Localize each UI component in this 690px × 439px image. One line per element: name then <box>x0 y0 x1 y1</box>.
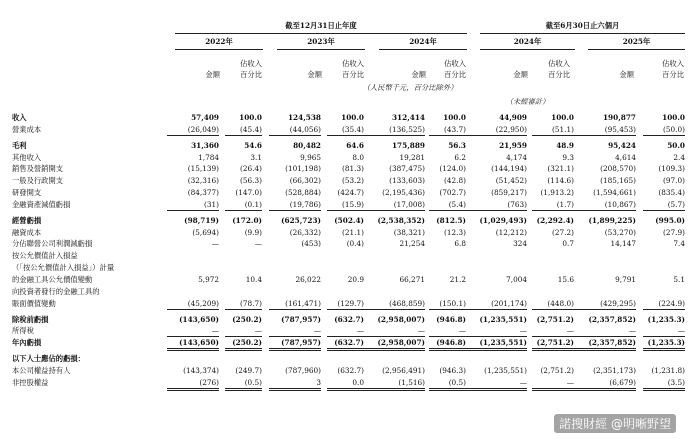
amount-label: 金額 <box>307 70 322 79</box>
cell-pct-2025-h1: — <box>677 326 685 336</box>
cell-pct-2025-h1: 5.1 <box>673 274 685 284</box>
row-label: 所得稅 <box>12 326 34 336</box>
cell-amount-2025-h1: (6,679) <box>609 377 636 387</box>
cell-pct-2023: 20.9 <box>347 274 364 284</box>
cell-amount-2024-h1: 21,959 <box>499 140 527 150</box>
cell-amount-2024: (136,525) <box>389 124 425 134</box>
cell-amount-2022: 57,409 <box>191 113 219 122</box>
cell-pct-2023: 8.0 <box>352 152 364 162</box>
cell-pct-2024-h1: 48.9 <box>556 140 574 150</box>
cell-amount-2023: — <box>313 326 321 336</box>
cell-pct-2023: 0.0 <box>352 377 364 387</box>
pct-label-bottom: 百分比 <box>342 70 364 79</box>
cell-amount-2023: 124,538 <box>287 113 321 122</box>
cell-amount-2025-h1: (1,899,225) <box>588 215 636 225</box>
cell-amount-2024: (133,603) <box>389 176 425 186</box>
amount-label: 金額 <box>411 70 426 79</box>
header-rule-year <box>175 33 467 34</box>
cell-amount-2024-h1: (859,217) <box>491 188 527 198</box>
cell-pct-2022: — <box>254 239 262 249</box>
cell-amount-2022: 5,972 <box>198 274 219 284</box>
cell-amount-2024: (2,958,007) <box>377 314 425 324</box>
cell-amount-2024-h1: 4,174 <box>506 152 527 162</box>
cell-amount-2022: (5,694) <box>192 227 219 237</box>
year-rule-2025-h1 <box>588 49 685 50</box>
cell-pct-2023: (35.4) <box>342 124 364 134</box>
cell-amount-2024-h1: (1,235,551) <box>479 338 527 348</box>
pct-label-top: 佔收入 <box>240 59 262 68</box>
cell-amount-2024: 312,414 <box>391 113 425 122</box>
row-label: 本公司權益持有人 <box>12 365 71 375</box>
cell-amount-2024: — <box>417 326 425 336</box>
cell-pct-2022: (0.5) <box>244 377 262 387</box>
pct-label-bottom: 百分比 <box>444 70 466 79</box>
pct-label-bottom: 百分比 <box>240 70 262 79</box>
row-label: 分佔聯營公司利潤減虧損 <box>12 239 93 249</box>
table-row <box>0 353 690 365</box>
cell-amount-2024-h1: (51,452) <box>495 176 527 186</box>
cell-amount-2022: (143,650) <box>179 314 219 324</box>
cell-amount-2024-h1: (144,194) <box>491 164 527 174</box>
cell-amount-2025-h1: (2,357,852) <box>588 314 636 324</box>
table-row <box>0 152 690 164</box>
table-row <box>0 112 690 124</box>
cell-amount-2022: 1,784 <box>198 152 219 162</box>
cell-amount-2024: (2,195,436) <box>382 188 425 198</box>
cell-pct-2024-h1: (51.1) <box>552 124 574 134</box>
cell-amount-2025-h1: 95,424 <box>608 140 636 150</box>
cell-pct-2023: (632.7) <box>334 314 364 324</box>
cell-pct-2023: (502.4) <box>334 215 364 225</box>
year-label-2024-h1: 2024年 <box>513 37 542 46</box>
cell-amount-2022: (84,377) <box>187 188 219 198</box>
cell-pct-2024: 100.0 <box>443 113 466 122</box>
row-label: 以下人士應佔的虧損： <box>12 354 85 364</box>
pct-label-top: 佔收入 <box>548 59 570 68</box>
row-label: 營業成本 <box>12 124 42 134</box>
cell-amount-2022: (143,374) <box>183 365 219 375</box>
cell-amount-2024-h1: — <box>519 377 527 387</box>
cell-pct-2022: (26.4) <box>240 164 262 174</box>
cell-amount-2025-h1: (2,351,173) <box>593 365 636 375</box>
pct-label-bottom: 百分比 <box>548 70 570 79</box>
cell-pct-2024: (150.1) <box>439 298 466 308</box>
cell-pct-2024: 21.2 <box>449 274 466 284</box>
cell-amount-2023: (625,723) <box>281 215 321 225</box>
cell-amount-2024: 19,281 <box>399 152 425 162</box>
cell-amount-2024: 66,271 <box>399 274 425 284</box>
cell-pct-2025-h1: (97.0) <box>663 176 685 186</box>
cell-amount-2022: (32,316) <box>187 176 219 186</box>
table-row <box>0 175 690 187</box>
cell-pct-2022: (9.9) <box>244 227 262 237</box>
pct-label-top: 佔收入 <box>342 59 364 68</box>
row-label: 研發開支 <box>12 188 42 198</box>
cell-pct-2025-h1: (109.3) <box>658 164 685 174</box>
pct-label-top: 佔收入 <box>444 59 466 68</box>
year-rule-2022 <box>175 49 263 50</box>
cell-pct-2024-h1: — <box>566 326 574 336</box>
row-label: 的金融工具公允價值變動 <box>12 274 93 284</box>
cell-amount-2023: (26,332) <box>289 227 321 237</box>
cell-pct-2024: (0.5) <box>448 377 466 387</box>
cell-pct-2024: 56.3 <box>448 140 466 150</box>
cell-amount-2023: (161,471) <box>285 298 321 308</box>
cell-amount-2025-h1: (2,357,852) <box>588 338 636 348</box>
cell-pct-2025-h1: (5.7) <box>667 199 685 209</box>
cell-amount-2024: (38,321) <box>393 227 425 237</box>
cell-amount-2025-h1: 9,791 <box>615 274 636 284</box>
cell-amount-2024: (2,958,007) <box>377 338 425 348</box>
row-label: 向投資者發行的金融工具的 <box>12 286 100 296</box>
cell-pct-2022: (250.2) <box>232 338 262 348</box>
row-label: （「按公允價值計入損益」）計量 <box>12 263 115 273</box>
cell-pct-2024-h1: (2,751.2) <box>536 314 574 324</box>
cell-pct-2025-h1: (835.4) <box>658 188 685 198</box>
cell-amount-2023: (19,786) <box>289 199 321 209</box>
cell-pct-2024: (812.5) <box>436 215 466 225</box>
cell-pct-2025-h1: (50.0) <box>663 124 685 134</box>
table-row <box>0 238 690 250</box>
cell-amount-2022: 31,360 <box>191 140 219 150</box>
cell-pct-2023: 64.6 <box>346 140 364 150</box>
cell-pct-2022: (56.3) <box>240 176 262 186</box>
cell-pct-2024-h1: — <box>566 377 574 387</box>
cell-amount-2025-h1: (1,594,661) <box>593 188 636 198</box>
cell-pct-2025-h1: (3.5) <box>667 377 685 387</box>
cell-amount-2024-h1: (201,174) <box>491 298 527 308</box>
cell-pct-2023: 100.0 <box>341 113 364 122</box>
cell-amount-2024-h1: — <box>519 326 527 336</box>
row-label: 非控股權益 <box>12 377 49 387</box>
cell-pct-2024: (42.8) <box>444 176 466 186</box>
row-label: 一般及行政開支 <box>12 176 64 186</box>
income-statement-table <box>0 112 690 389</box>
cell-pct-2023: — <box>356 326 364 336</box>
cell-pct-2022: 54.6 <box>244 140 262 150</box>
cell-amount-2025-h1: 14,147 <box>610 239 636 249</box>
cell-amount-2023: (528,884) <box>285 188 321 198</box>
cell-pct-2023: (632.7) <box>334 338 364 348</box>
cell-pct-2024: 6.2 <box>454 152 466 162</box>
cell-pct-2024: (43.7) <box>444 124 466 134</box>
cell-amount-2025-h1: 4,614 <box>615 152 636 162</box>
row-label: 經營虧損 <box>12 215 42 225</box>
cell-pct-2024-h1: (1.7) <box>556 199 574 209</box>
cell-amount-2023: (101,198) <box>285 164 321 174</box>
cell-pct-2025-h1: 7.4 <box>673 239 685 249</box>
cell-pct-2025-h1: (1,235.3) <box>647 338 685 348</box>
cell-amount-2025-h1: (429,295) <box>600 298 636 308</box>
cell-pct-2025-h1: 100.0 <box>662 113 685 122</box>
cell-amount-2025-h1: (10,867) <box>604 199 636 209</box>
cell-pct-2022: (249.7) <box>235 365 262 375</box>
amount-label: 金額 <box>619 70 634 79</box>
cell-pct-2023: (53.2) <box>342 176 364 186</box>
cell-pct-2023: (129.7) <box>337 298 364 308</box>
row-label: 毛利 <box>12 140 27 150</box>
cell-pct-2024-h1: (321.1) <box>547 164 574 174</box>
cell-amount-2022: (143,650) <box>179 338 219 348</box>
cell-amount-2024-h1: (763) <box>507 199 527 209</box>
cell-amount-2022: — <box>211 239 219 249</box>
header-rule-half <box>480 33 685 34</box>
row-label: 其他收入 <box>12 152 42 162</box>
cell-amount-2022: (98,719) <box>184 215 219 225</box>
amount-label: 金額 <box>513 70 528 79</box>
cell-pct-2024-h1: 0.7 <box>562 239 574 249</box>
cell-amount-2023: 9,965 <box>300 152 321 162</box>
row-label: 融資成本 <box>12 227 42 237</box>
cell-pct-2023: (0.4) <box>346 239 364 249</box>
table-row <box>0 227 690 239</box>
cell-pct-2024-h1: (2,292.4) <box>536 215 574 225</box>
cell-pct-2025-h1: (27.9) <box>663 227 685 237</box>
cell-amount-2025-h1: (95,453) <box>604 124 636 134</box>
cell-pct-2022: (147.0) <box>235 188 262 198</box>
cell-amount-2023: 80,482 <box>293 140 321 150</box>
cell-amount-2023: (453) <box>301 239 321 249</box>
year-label-2024: 2024年 <box>409 37 437 46</box>
cell-amount-2025-h1: (53,270) <box>604 227 636 237</box>
cell-amount-2024: 21,254 <box>399 239 425 249</box>
cell-amount-2024: (17,008) <box>393 199 425 209</box>
year-label-2025-h1: 2025年 <box>622 37 651 46</box>
cell-amount-2024-h1: (1,235,551) <box>479 314 527 324</box>
table-row <box>0 187 690 199</box>
cell-amount-2022: (276) <box>199 377 219 387</box>
year-label-2023: 2023年 <box>307 37 335 46</box>
year-rule-2024 <box>379 49 467 50</box>
cell-amount-2023: (44,056) <box>289 124 321 134</box>
cell-pct-2023: (21.1) <box>342 227 364 237</box>
cell-pct-2022: (172.0) <box>232 215 262 225</box>
cell-amount-2024: (387,475) <box>389 164 425 174</box>
cell-pct-2024-h1: (1,913.2) <box>540 188 574 198</box>
cell-amount-2024: 175,889 <box>391 140 425 150</box>
cell-pct-2024: (946.8) <box>436 314 466 324</box>
cell-pct-2024-h1: 9.3 <box>562 152 574 162</box>
cell-pct-2023: (15.9) <box>342 199 364 209</box>
cell-pct-2025-h1: (1,231.8) <box>651 365 685 375</box>
cell-pct-2023: (424.7) <box>337 188 364 198</box>
cell-pct-2023: (632.7) <box>337 365 364 375</box>
table-row <box>0 163 690 175</box>
cell-amount-2024-h1: (12,212) <box>495 227 527 237</box>
cell-pct-2024: — <box>458 326 466 336</box>
cell-amount-2024: (468,859) <box>389 298 425 308</box>
table-row <box>0 215 690 227</box>
cell-pct-2022: 100.0 <box>239 113 262 122</box>
pct-label-bottom: 百分比 <box>662 70 684 79</box>
cell-pct-2025-h1: (224.9) <box>658 298 685 308</box>
cell-amount-2024: (1,516) <box>398 377 425 387</box>
unit-note: （人民幣千元，百分比除外） <box>362 83 458 92</box>
cell-amount-2024: (2,538,352) <box>377 215 425 225</box>
cell-pct-2024-h1: (448.0) <box>547 298 574 308</box>
year-label-2022: 2022年 <box>205 37 233 46</box>
row-label: 年內虧損 <box>12 338 42 348</box>
cell-pct-2024-h1: 15.6 <box>557 274 574 284</box>
cell-amount-2022: (31) <box>204 199 219 209</box>
amount-label: 金額 <box>205 70 220 79</box>
cell-amount-2023: 26,022 <box>295 274 321 284</box>
table-row <box>0 314 690 326</box>
cell-amount-2023: 3 <box>316 377 321 387</box>
watermark: 諾搜財經 @明晰野望 <box>554 414 676 433</box>
period-header-year: 截至12月31日止年度 <box>285 21 357 30</box>
year-rule-2024-h1 <box>480 49 575 50</box>
cell-pct-2022: 10.4 <box>245 274 262 284</box>
cell-amount-2024-h1: (22,950) <box>495 124 527 134</box>
cell-pct-2024: (12.3) <box>444 227 466 237</box>
cell-pct-2024: (702.7) <box>439 188 466 198</box>
cell-pct-2024-h1: (114.6) <box>547 176 574 186</box>
cell-pct-2024-h1: 100.0 <box>551 113 574 122</box>
cell-amount-2024-h1: 7,004 <box>506 274 527 284</box>
row-label: 收入 <box>12 113 27 122</box>
table-row <box>0 365 690 377</box>
cell-amount-2022: (26,049) <box>187 124 219 134</box>
cell-pct-2024: (946.8) <box>436 338 466 348</box>
cell-amount-2025-h1: (185,165) <box>600 176 636 186</box>
period-header-half: 截至6月30日止六個月 <box>545 21 620 30</box>
table-row <box>0 262 690 274</box>
cell-amount-2024-h1: (1,235,551) <box>484 365 527 375</box>
cell-pct-2025-h1: (1,235.3) <box>647 314 685 324</box>
cell-amount-2023: (787,960) <box>285 365 321 375</box>
cell-amount-2025-h1: (208,570) <box>600 164 636 174</box>
cell-amount-2023: (787,957) <box>281 314 321 324</box>
row-label: 金融資產減值虧損 <box>12 199 71 209</box>
table-row <box>0 140 690 152</box>
cell-amount-2025-h1: — <box>628 326 636 336</box>
pct-label-top: 佔收入 <box>662 59 684 68</box>
cell-pct-2024: (946.3) <box>439 365 466 375</box>
cell-amount-2022: (15,139) <box>187 164 219 174</box>
row-label: 賬面價值變動 <box>12 298 56 308</box>
cell-pct-2022: (45.4) <box>240 124 262 134</box>
cell-amount-2024: (2,956,491) <box>382 365 425 375</box>
cell-amount-2024-h1: (1,029,493) <box>479 215 527 225</box>
cell-pct-2024: 6.8 <box>454 239 466 249</box>
cell-pct-2022: — <box>254 326 262 336</box>
cell-pct-2022: (0.1) <box>244 199 262 209</box>
cell-amount-2024-h1: 324 <box>513 239 527 249</box>
unaudited-note: （未經審計） <box>505 97 550 106</box>
cell-amount-2022: (45,209) <box>187 298 219 308</box>
cell-pct-2024-h1: (2,751.2) <box>540 365 574 375</box>
cell-pct-2022: (78.7) <box>240 298 262 308</box>
cell-pct-2025-h1: 50.0 <box>667 140 685 150</box>
cell-amount-2023: (66,302) <box>289 176 321 186</box>
year-rule-2023 <box>277 49 365 50</box>
cell-amount-2024-h1: 44,909 <box>499 113 527 122</box>
cell-pct-2022: 3.1 <box>250 152 262 162</box>
cell-pct-2024: (124.0) <box>439 164 466 174</box>
cell-pct-2023: (81.3) <box>342 164 364 174</box>
table-row <box>0 274 690 286</box>
cell-pct-2022: (250.2) <box>232 314 262 324</box>
cell-amount-2025-h1: 190,877 <box>602 113 636 122</box>
cell-pct-2025-h1: (995.0) <box>655 215 685 225</box>
cell-pct-2024-h1: (2,751.2) <box>536 338 574 348</box>
cell-pct-2025-h1: 2.4 <box>673 152 685 162</box>
table-row <box>0 286 690 298</box>
row-label: 銷售及營銷開支 <box>12 164 64 174</box>
row-label: 按公允價值計入損益 <box>12 251 78 261</box>
cell-amount-2023: (787,957) <box>281 338 321 348</box>
cell-pct-2024-h1: (27.2) <box>552 227 574 237</box>
cell-pct-2024: (5.4) <box>448 199 466 209</box>
table-row <box>0 250 690 262</box>
row-label: 除稅前虧損 <box>12 314 49 324</box>
cell-amount-2022: — <box>211 326 219 336</box>
